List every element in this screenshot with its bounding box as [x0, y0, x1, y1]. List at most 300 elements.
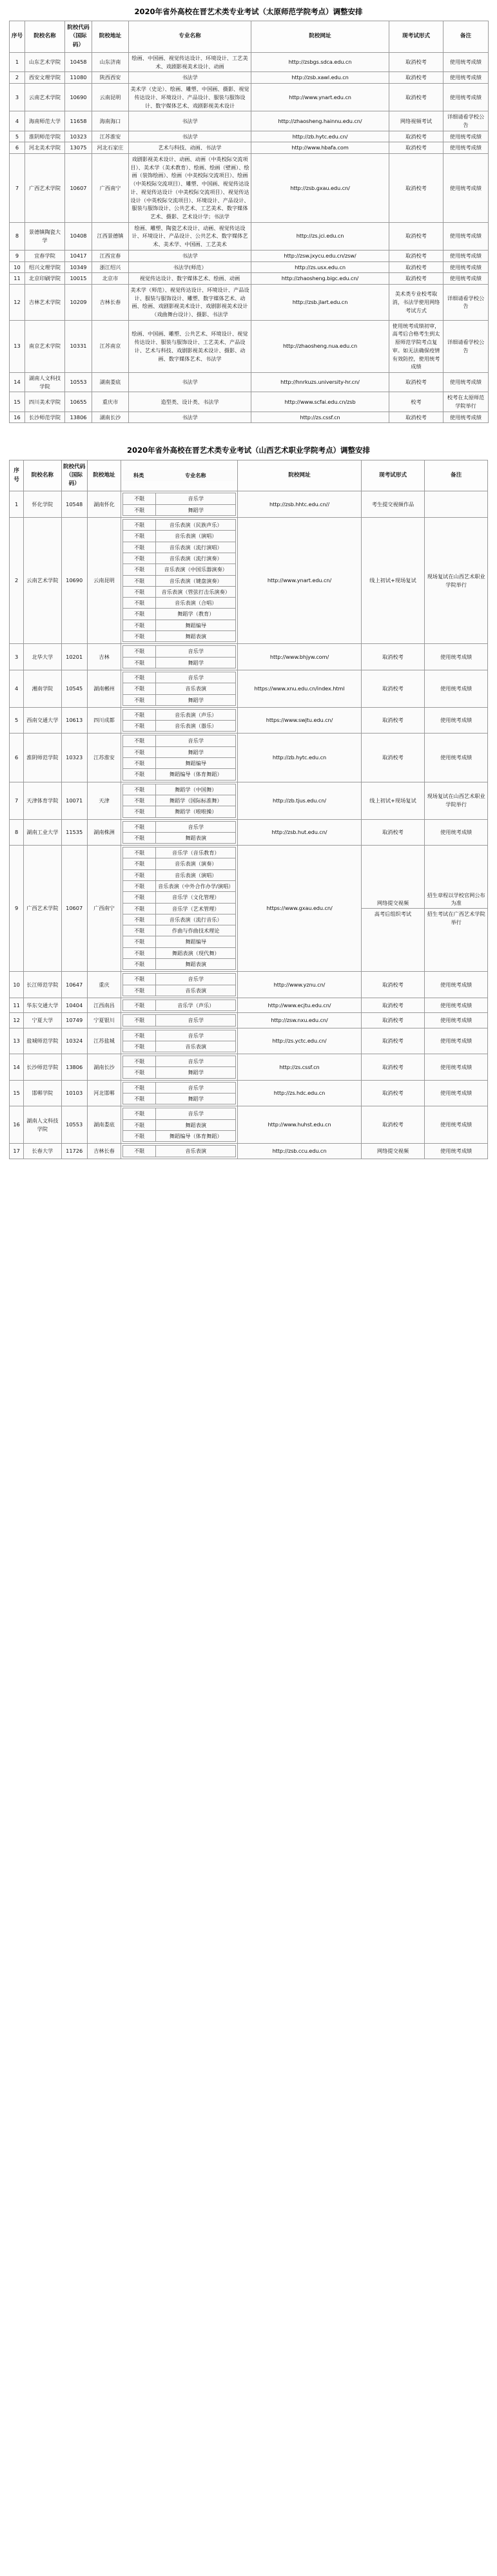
cell-major-name: 音乐学: [156, 1082, 236, 1093]
cell-major-name: 音乐学: [156, 646, 236, 657]
table-row: [10, 154, 489, 223]
cell-remark: 使用统考成绩: [443, 372, 489, 392]
cell-remark: 使用统考成绩: [425, 734, 488, 782]
cell-seq: 11: [10, 998, 24, 1012]
cell-remark: 使用统考成绩: [443, 53, 489, 72]
cell-url[interactable]: http://www.ecjtu.edu.cn/: [238, 998, 361, 1012]
cell-exam-form: 取消校考: [361, 819, 425, 846]
cell-url[interactable]: https://www.xnu.edu.cn/index.html: [238, 670, 361, 707]
table-row: [10, 518, 488, 644]
cell-seq: 10: [10, 972, 24, 998]
major-subrow: [123, 869, 236, 880]
cell-seq: 15: [10, 1080, 24, 1106]
cell-major-group: [121, 782, 238, 819]
cell-url[interactable]: http://zsb.xawl.edu.cn: [251, 72, 389, 84]
cell-school: 长江师范学院: [24, 972, 61, 998]
cell-category: 不限: [123, 657, 156, 668]
cell-url[interactable]: http://zsw.jxycu.edu.cn/zsw/: [251, 250, 389, 261]
cell-seq: 6: [10, 734, 24, 782]
major-subrow: [123, 586, 236, 597]
cell-major: 书法学: [129, 250, 251, 261]
cell-location: 山东济南: [92, 53, 129, 72]
cell-school: 盐城师范学院: [24, 1028, 61, 1054]
cell-url[interactable]: http://www.bhjyw.com/: [238, 644, 361, 670]
cell-category: 不限: [123, 672, 156, 683]
cell-major-name: 舞蹈学: [156, 504, 236, 515]
cell-school: 海南师范大学: [25, 111, 65, 131]
cell-seq: 13: [10, 1028, 24, 1054]
cell-school: 湖南人文科技学院: [25, 372, 65, 392]
th-location: 院校地址: [92, 21, 129, 53]
cell-location: 天津: [87, 782, 121, 819]
major-subrow: [123, 821, 236, 832]
cell-location: 江苏淮安: [87, 734, 121, 782]
cell-location: 重庆: [87, 972, 121, 998]
cell-category: 不限: [123, 999, 156, 1010]
major-subtable: [122, 784, 236, 818]
cell-category: 不限: [123, 769, 156, 780]
table-row: [10, 670, 488, 707]
cell-seq: 11: [10, 273, 25, 285]
major-subtable: [122, 821, 236, 844]
cell-url[interactable]: http://zb.hytc.edu.cn: [238, 734, 361, 782]
major-subrow: [123, 903, 236, 914]
bottom-padding: [0, 1159, 497, 1171]
cell-major-group: [121, 1080, 238, 1106]
major-subtable: [122, 735, 236, 780]
cell-url[interactable]: http://zsb.jlart.edu.cn: [251, 284, 389, 320]
cell-category: 不限: [123, 821, 156, 832]
cell-school: 湖南工业大学: [24, 819, 61, 846]
cell-seq: 5: [10, 131, 25, 142]
table-row: [10, 84, 489, 111]
table-row: [10, 284, 489, 320]
cell-category: 不限: [123, 1146, 156, 1157]
table1-body: [10, 53, 489, 423]
cell-remark: 使用统考成绩: [425, 998, 488, 1012]
cell-exam-form: 取消校考: [389, 273, 443, 285]
th-exam-form: 现考试形式: [389, 21, 443, 53]
cell-major-name: 音乐表演（键盘演奏）: [156, 575, 236, 586]
major-subtable: [122, 1108, 236, 1142]
cell-major-group: [121, 644, 238, 670]
cell-category: 不限: [123, 947, 156, 958]
cell-exam-form: 取消校考: [389, 72, 443, 84]
cell-location: 湖南郴州: [87, 670, 121, 707]
major-subrow: [123, 493, 236, 504]
cell-seq: 3: [10, 84, 25, 111]
cell-code: 10331: [65, 320, 92, 372]
cell-major-name: 音乐表演（民族声乐）: [156, 520, 236, 531]
table-row: [10, 320, 489, 372]
cell-major: 美术学（师范）、视觉传达设计、环境设计、产品设计、服装与服饰设计、雕塑、数字媒体艺术、动画、绘画、戏剧影视美术设计、戏剧影视美术设计（戏曲舞台设计）、摄影、书法学: [129, 284, 251, 320]
table-row: [10, 1013, 488, 1028]
cell-location: 四川成都: [87, 707, 121, 734]
cell-remark: 详细请看学校公告: [443, 111, 489, 131]
cell-remark: 详细请看学校公告: [443, 320, 489, 372]
cell-seq: 9: [10, 846, 24, 972]
cell-seq: 4: [10, 111, 25, 131]
remark-part: 招生章程以学校官网公布为准: [425, 890, 487, 909]
cell-school: 四川美术学院: [25, 392, 65, 412]
cell-seq: 2: [10, 72, 25, 84]
cell-exam-form: 取消校考: [361, 734, 425, 782]
cell-url[interactable]: http://www.huhst.edu.cn: [238, 1106, 361, 1144]
cell-exam-form: 取消校考: [361, 972, 425, 998]
th-major: 专业名称: [129, 21, 251, 53]
cell-remark: 详细请看学校公告: [443, 284, 489, 320]
major-subrow: [123, 848, 236, 858]
cell-code: 10607: [61, 846, 87, 972]
cell-major-name: 音乐表演（声乐）: [156, 709, 236, 720]
cell-category: 不限: [123, 832, 156, 843]
cell-location: 陕西西安: [92, 72, 129, 84]
cell-major-group: [121, 1144, 238, 1159]
major-subrow: [123, 974, 236, 985]
cell-category: 不限: [123, 936, 156, 947]
th-remark: 备注: [443, 21, 489, 53]
major-subrow: [123, 721, 236, 732]
cell-category: 不限: [123, 925, 156, 936]
cell-exam-form: 取消校考: [361, 644, 425, 670]
cell-url[interactable]: http://zsb.gxau.edu.cn/: [251, 154, 389, 223]
table2-title: 2020年省外高校在晋艺术类专业考试（山西艺术职业学院考点）调整安排: [126, 446, 370, 455]
cell-location: 浙江绍兴: [92, 261, 129, 273]
major-subrow: [123, 985, 236, 996]
major-subtable: [122, 973, 236, 996]
major-subtable: [122, 1056, 236, 1079]
cell-code: 11726: [61, 1144, 87, 1159]
major-subrow: [123, 806, 236, 817]
cell-code: 10201: [61, 644, 87, 670]
major-subrow: [123, 959, 236, 970]
cell-major: 美术学（史论）、绘画、雕塑、中国画、摄影、视觉传达设计、环境设计、产品设计、服装与服饰设计、数字媒体艺术、戏剧影视美术设计: [129, 84, 251, 111]
cell-seq: 8: [10, 819, 24, 846]
cell-code: 11658: [65, 111, 92, 131]
cell-category: 不限: [123, 735, 156, 746]
major-subrow: [123, 947, 236, 958]
cell-remark: 使用统考成绩: [443, 261, 489, 273]
cell-url[interactable]: http://hnrkuzs.university-hr.cn/: [251, 372, 389, 392]
cell-remark: 使用统考成绩: [443, 412, 489, 423]
cell-school: 湘南学院: [24, 670, 61, 707]
cell-seq: 10: [10, 261, 25, 273]
cell-category: 不限: [123, 1067, 156, 1078]
cell-category: 不限: [123, 504, 156, 515]
cell-exam-form: 线上初试+现场复试: [361, 518, 425, 644]
cell-category: 不限: [123, 806, 156, 817]
major-subrow: [123, 1056, 236, 1067]
cell-category: 不限: [123, 1108, 156, 1119]
cell-category: 不限: [123, 784, 156, 795]
cell-exam-form: [361, 846, 425, 972]
cell-major-group: [121, 491, 238, 518]
cell-url[interactable]: http://www.hbafa.com: [251, 142, 389, 154]
cell-url[interactable]: http://zhaosheng.bigc.edu.cn/: [251, 273, 389, 285]
table-row: [10, 998, 488, 1012]
cell-school: 广西艺术学院: [24, 846, 61, 972]
major-subtable: [122, 847, 236, 970]
cell-url[interactable]: http://zs.hdc.edu.cn: [238, 1080, 361, 1106]
cell-url[interactable]: http://zsw.nxu.edu.cn/: [238, 1013, 361, 1028]
major-subrow: [123, 520, 236, 531]
cell-remark: 使用统考成绩: [425, 819, 488, 846]
cell-exam-form: 取消校考: [361, 1013, 425, 1028]
major-subrow: [123, 553, 236, 564]
cell-code: 10545: [61, 670, 87, 707]
table1: [9, 21, 489, 423]
cell-major-name: 舞蹈表演: [156, 959, 236, 970]
major-subrow: [123, 657, 236, 668]
cell-remark: 使用统考成绩: [425, 644, 488, 670]
cell-category: 不限: [123, 598, 156, 609]
cell-major-group: [121, 846, 238, 972]
cell-location: 广西南宁: [87, 846, 121, 972]
cell-exam-form: 取消校考: [389, 131, 443, 142]
cell-exam-form: 取消校考: [389, 412, 443, 423]
cell-major-name: 音乐表演: [156, 985, 236, 996]
cell-code: 11080: [65, 72, 92, 84]
major-subrow: [123, 999, 236, 1010]
exam-form-part: 高考后组织考试: [362, 909, 425, 920]
cell-exam-form: 取消校考: [389, 154, 443, 223]
table-row: [10, 250, 489, 261]
th-code: 院校代码（国际码）: [61, 460, 87, 491]
cell-url[interactable]: https://www.swjtu.edu.cn/: [238, 707, 361, 734]
major-subrow: [123, 564, 236, 575]
cell-major-name: 舞蹈学: [156, 1094, 236, 1104]
cell-major-name: 音乐学: [156, 1108, 236, 1119]
cell-url[interactable]: http://zsb.hhtc.edu.cn//: [238, 491, 361, 518]
cell-major-group: [121, 1028, 238, 1054]
cell-major-name: 舞蹈学: [156, 657, 236, 668]
cell-school: 宜春学院: [25, 250, 65, 261]
cell-url[interactable]: http://zb.hytc.edu.cn/: [251, 131, 389, 142]
cell-major-name: 音乐学（音乐教育）: [156, 848, 236, 858]
cell-exam-form: 线上初试+现场复试: [361, 782, 425, 819]
cell-url[interactable]: http://zs.jci.edu.cn: [251, 222, 389, 250]
cell-category: 不限: [123, 869, 156, 880]
cell-exam-form: 取消校考: [389, 53, 443, 72]
cell-major-name: 音乐表演（管弦打击乐演奏）: [156, 586, 236, 597]
cell-major-name: 舞蹈表演: [156, 1119, 236, 1130]
cell-code: 10071: [61, 782, 87, 819]
cell-url[interactable]: https://www.gxau.edu.cn/: [238, 846, 361, 972]
cell-school: 景德镇陶瓷大学: [25, 222, 65, 250]
cell-major-name: 舞蹈编导（体育舞蹈）: [156, 1130, 236, 1141]
cell-major-name: 音乐表演（合唱）: [156, 598, 236, 609]
cell-seq: 8: [10, 222, 25, 250]
cell-remark: [425, 846, 488, 972]
cell-url[interactable]: http://zb.tjus.edu.cn/: [238, 782, 361, 819]
cell-school: 长沙师范学院: [24, 1054, 61, 1081]
table1-title: 2020年省外高校在晋艺术类专业考试（太原师范学院考点）调整安排: [134, 7, 363, 16]
cell-code: 10103: [61, 1080, 87, 1106]
cell-exam-form: 取消校考: [361, 1028, 425, 1054]
cell-major-name: 音乐表演: [156, 1041, 236, 1052]
cell-remark: 现场复试在山西艺术职业学院举行: [425, 518, 488, 644]
cell-remark: 使用统考成绩: [425, 1028, 488, 1054]
cell-major-name: 舞蹈表演: [156, 631, 236, 642]
cell-major-group: [121, 734, 238, 782]
cell-url[interactable]: http://zhaosheng.hainnu.edu.cn/: [251, 111, 389, 131]
table-row: [10, 412, 489, 423]
cell-category: 不限: [123, 493, 156, 504]
major-subtable: [122, 672, 236, 706]
cell-school: 山东艺术学院: [25, 53, 65, 72]
major-subtable: [122, 1030, 236, 1053]
major-subrow: [123, 598, 236, 609]
cell-category: 不限: [123, 1056, 156, 1067]
cell-major-name: 舞蹈表演（现代舞）: [156, 947, 236, 958]
table-row: [10, 111, 489, 131]
cell-major-name: 音乐学: [156, 735, 236, 746]
table-row: [10, 734, 488, 782]
cell-seq: 1: [10, 53, 25, 72]
cell-seq: 15: [10, 392, 25, 412]
major-subrow: [123, 914, 236, 925]
cell-url[interactable]: http://zsb.hut.edu.cn/: [238, 819, 361, 846]
cell-location: 江西宜春: [92, 250, 129, 261]
cell-remark: 使用统考成绩: [443, 273, 489, 285]
cell-major-name: 音乐学: [156, 974, 236, 985]
cell-url[interactable]: http://www.ynart.edu.cn/: [238, 518, 361, 644]
cell-remark: 校考在太原师范学院举行: [443, 392, 489, 412]
cell-school: 西南交通大学: [24, 707, 61, 734]
cell-category: 不限: [123, 974, 156, 985]
cell-location: 河北石家庄: [92, 142, 129, 154]
cell-major-name: 舞蹈编导: [156, 758, 236, 769]
cell-url[interactable]: http://zs.usx.edu.cn: [251, 261, 389, 273]
cell-major-name: 音乐表演（中国乐器演奏）: [156, 564, 236, 575]
cell-major-group: [121, 518, 238, 644]
cell-major-group: [121, 998, 238, 1012]
cell-seq: 4: [10, 670, 24, 707]
cell-category: 不限: [123, 858, 156, 869]
major-subrow: [123, 504, 236, 515]
cell-remark: 使用统考成绩: [425, 707, 488, 734]
table-row: [10, 53, 489, 72]
cell-school: 河北美术学院: [25, 142, 65, 154]
cell-url[interactable]: http://zs.cssf.cn: [251, 412, 389, 423]
cell-url[interactable]: http://www.yznu.cn/: [238, 972, 361, 998]
cell-category: 不限: [123, 985, 156, 996]
table-row: [10, 707, 488, 734]
remark-part: 招生考试在广西艺术学院举行: [425, 909, 487, 927]
cell-exam-form: 取消校考: [361, 1106, 425, 1144]
cell-school: 长春大学: [24, 1144, 61, 1159]
cell-location: 湖南株洲: [87, 819, 121, 846]
table-row: [10, 72, 489, 84]
major-subrow: [123, 1067, 236, 1078]
cell-remark: 使用统考成绩: [425, 972, 488, 998]
table-row: [10, 1028, 488, 1054]
cell-code: 10553: [61, 1106, 87, 1144]
cell-category: 不限: [123, 914, 156, 925]
cell-major-name: 舞蹈编导: [156, 936, 236, 947]
cell-category: 不限: [123, 586, 156, 597]
cell-major-name: 音乐表演（演唱）: [156, 531, 236, 542]
cell-location: 云南昆明: [92, 84, 129, 111]
cell-school: 华东交通大学: [24, 998, 61, 1012]
cell-major-name: 音乐学: [156, 1056, 236, 1067]
major-subrow: [123, 858, 236, 869]
cell-location: 云南昆明: [87, 518, 121, 644]
cell-major-name: 舞蹈学: [156, 694, 236, 705]
cell-seq: 1: [10, 491, 24, 518]
major-subrow: [123, 575, 236, 586]
th-exam-form: 现考试形式: [361, 460, 425, 491]
cell-school: 云南艺术学院: [24, 518, 61, 644]
major-subrow: [123, 832, 236, 843]
major-subrow: [123, 1082, 236, 1093]
cell-code: 10613: [61, 707, 87, 734]
cell-major-name: 音乐学: [156, 821, 236, 832]
cell-url[interactable]: http://www.scfai.edu.cn/zsb: [251, 392, 389, 412]
cell-url[interactable]: http://zs.yctc.edu.cn/: [238, 1028, 361, 1054]
cell-major-group: [121, 707, 238, 734]
cell-school: 淮阴师范学院: [25, 131, 65, 142]
cell-exam-form: 取消校考: [389, 372, 443, 392]
cell-exam-form: 取消校考: [361, 1080, 425, 1106]
cell-location: 广西南宁: [92, 154, 129, 223]
major-subrow: [123, 542, 236, 553]
cell-major-name: 音乐学: [156, 1015, 236, 1026]
cell-code: 10690: [61, 518, 87, 644]
cell-code: 13806: [65, 412, 92, 423]
table-row: [10, 972, 488, 998]
major-subrow: [123, 936, 236, 947]
cell-url[interactable]: http://zhaosheng.nua.edu.cn: [251, 320, 389, 372]
cell-remark: 使用统考成绩: [425, 1054, 488, 1081]
major-subrow: [123, 880, 236, 891]
cell-location: 江苏淮安: [92, 131, 129, 142]
cell-code: 10458: [65, 53, 92, 72]
table-row: [10, 142, 489, 154]
cell-code: 10690: [65, 84, 92, 111]
cell-url[interactable]: http://zsb.ccu.edu.cn: [238, 1144, 361, 1159]
cell-code: 10349: [65, 261, 92, 273]
cell-code: 10323: [65, 131, 92, 142]
cell-major-name: 音乐学: [156, 1030, 236, 1041]
major-subrow: [123, 735, 236, 746]
cell-major-name: 舞蹈表演: [156, 832, 236, 843]
th-remark: 备注: [425, 460, 488, 491]
cell-seq: 5: [10, 707, 24, 734]
cell-school: 宁夏大学: [24, 1013, 61, 1028]
cell-location: 湖南长沙: [92, 412, 129, 423]
cell-category: 不限: [123, 903, 156, 914]
major-subrow: [123, 1015, 236, 1026]
cell-major-name: 舞蹈学（国际标准舞）: [156, 795, 236, 806]
cell-url[interactable]: http://zs.cssf.cn: [238, 1054, 361, 1081]
table-row: [10, 1054, 488, 1081]
cell-location: 重庆市: [92, 392, 129, 412]
th-url: 院校网址: [251, 21, 389, 53]
cell-code: 11535: [61, 819, 87, 846]
cell-remark: 使用统考成绩: [425, 1013, 488, 1028]
cell-url[interactable]: http://zsbgs.sdca.edu.cn: [251, 53, 389, 72]
cell-url[interactable]: http://www.ynart.edu.cn: [251, 84, 389, 111]
cell-major: 戏剧影视美术设计、动画、动画（中英校际交流项目）、美术学（美术教育）、绘画、绘画（壁画）、绘画（装饰绘画）、绘画（中美校际交流项目）、绘画（中英校际交流项目）、雕塑、中国画、视觉传达设计、视觉传达设计（中美校际交流项目）、视觉传达设计（中英校际交流项目）、环境设计、产品设计、服装与服饰设计、公共艺术、工艺美术、数字媒体艺术、摄影、艺术设计学；书法学: [129, 154, 251, 223]
cell-category: 不限: [123, 880, 156, 891]
cell-remark: 使用统考成绩: [425, 1106, 488, 1144]
major-subrow: [123, 672, 236, 683]
cell-major-name: 音乐表演（演奏）: [156, 858, 236, 869]
table-row: [10, 131, 489, 142]
cell-remark: 使用统考成绩: [425, 1080, 488, 1106]
cell-category: 不限: [123, 1030, 156, 1041]
